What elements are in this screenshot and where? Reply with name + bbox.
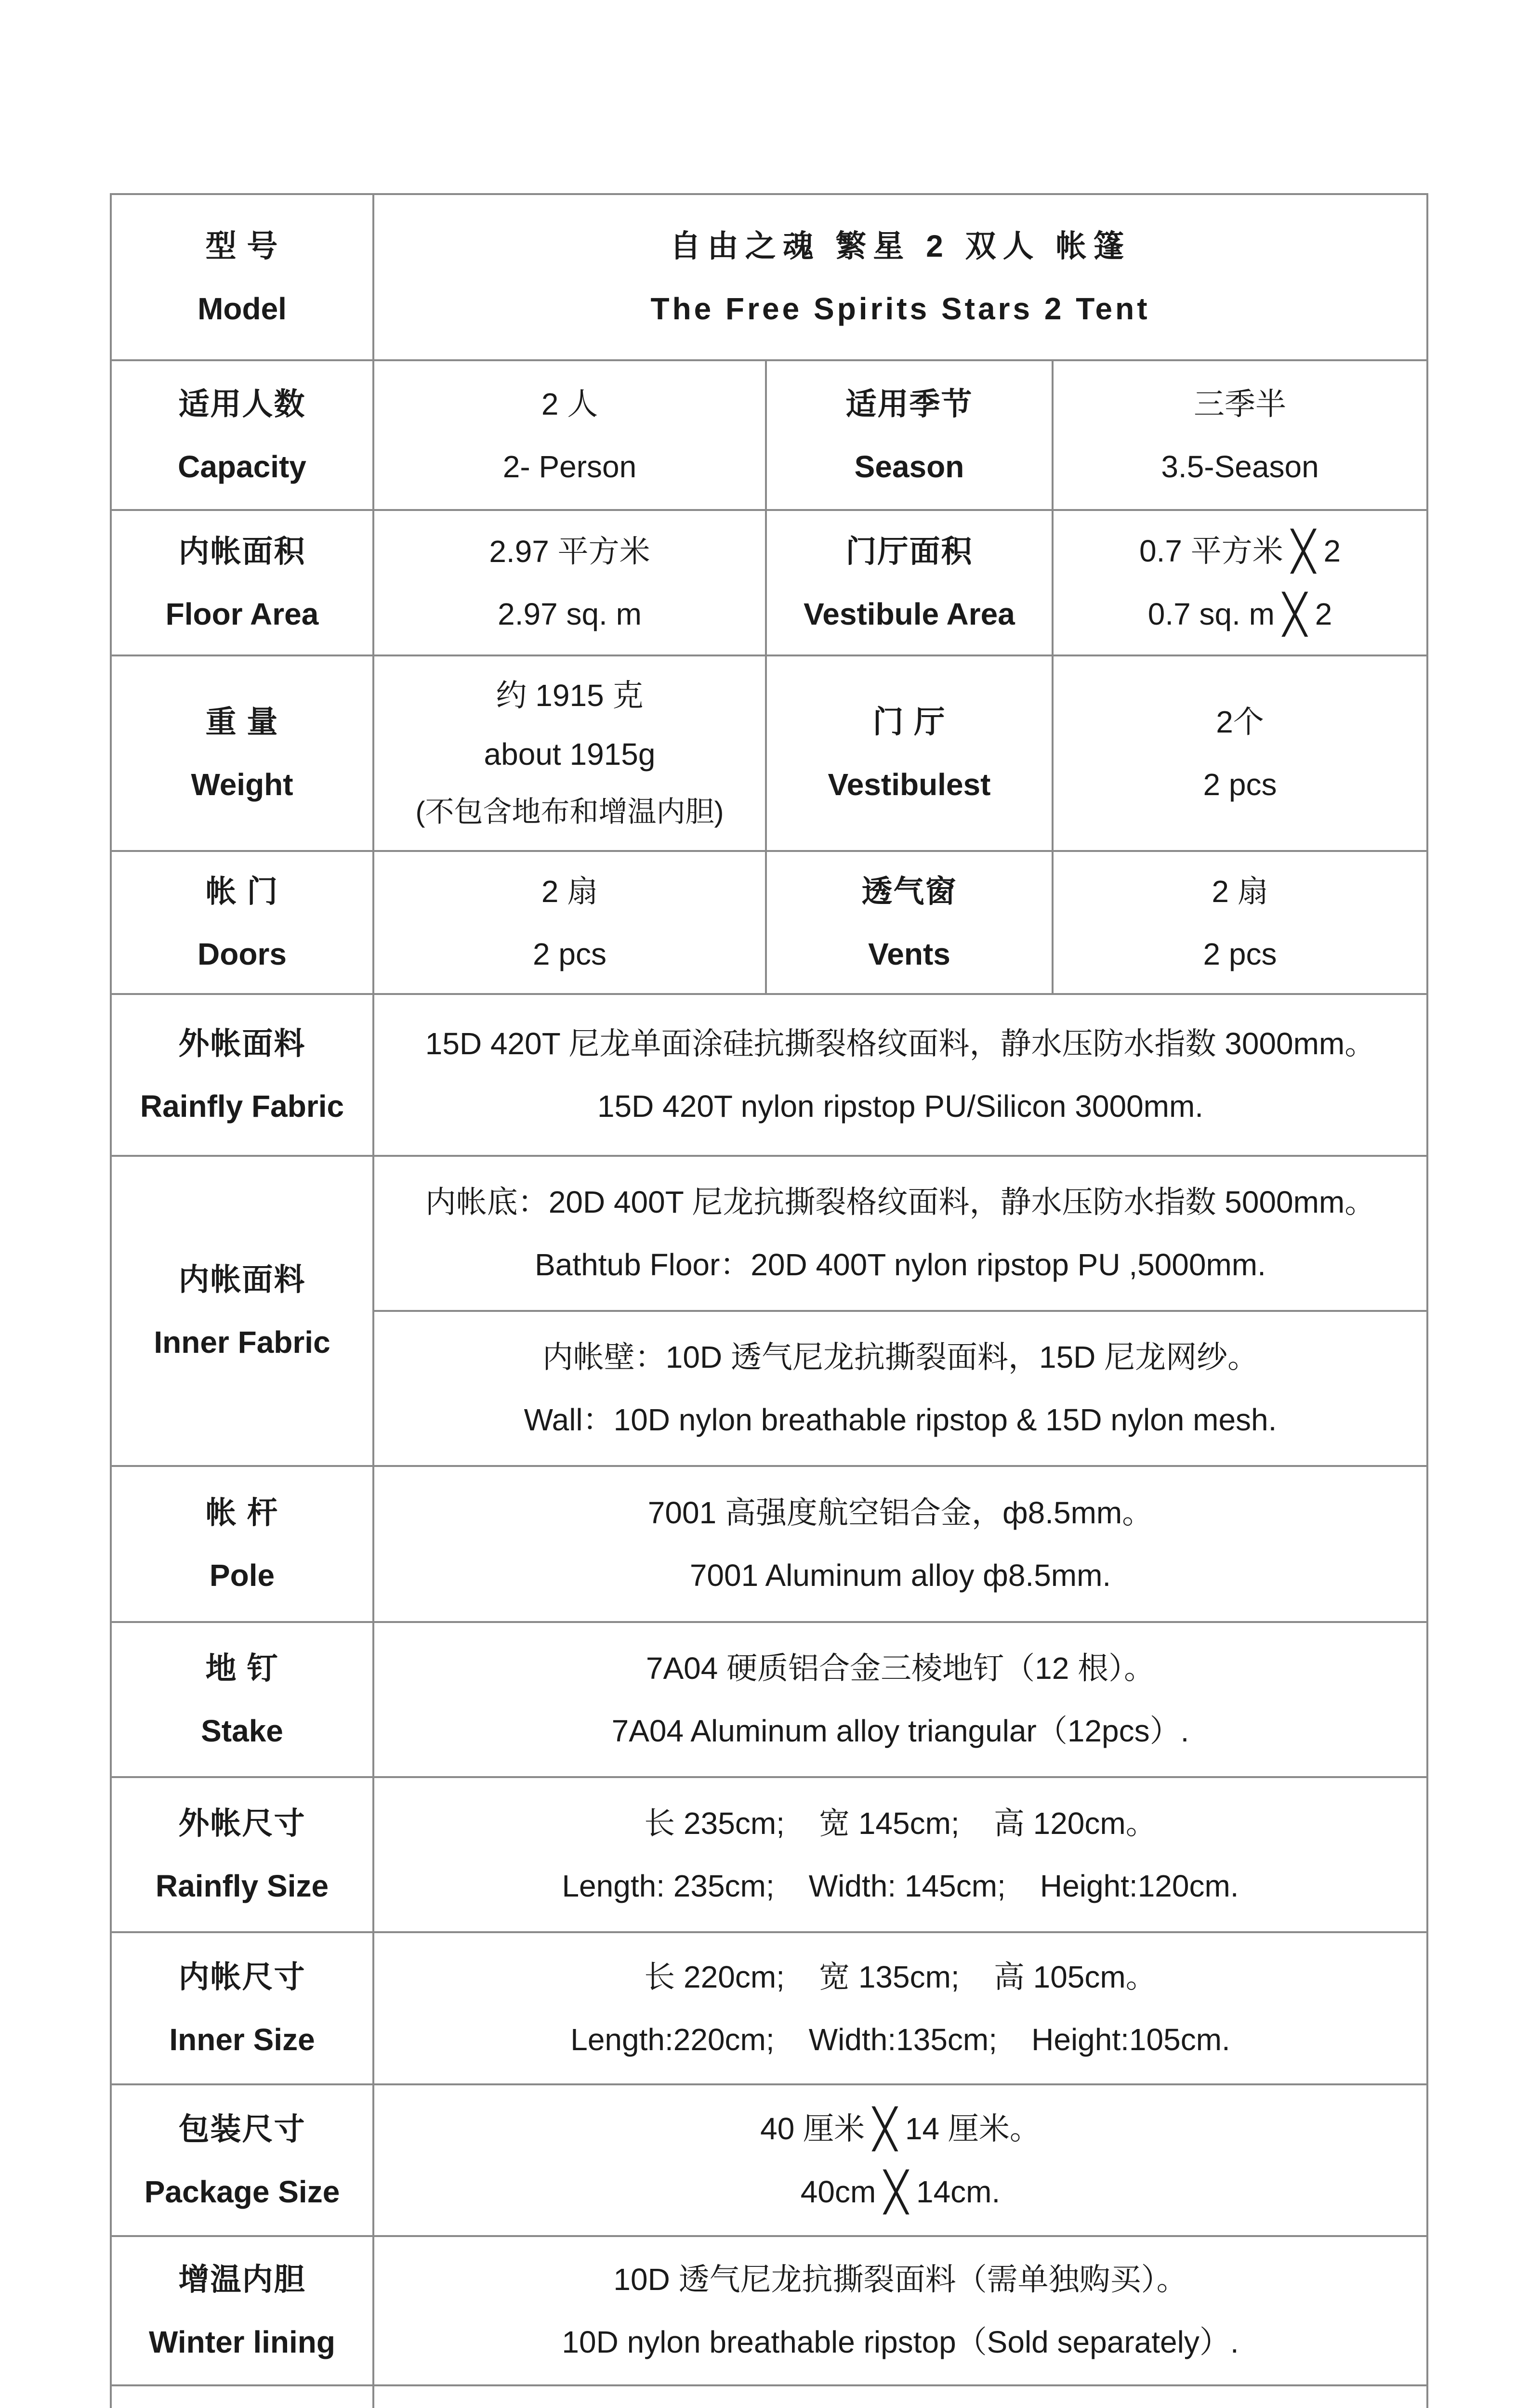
row-capacity bbox=[111, 360, 1427, 510]
package-size-diameter-cn: 14 厘米。 bbox=[905, 2111, 1041, 2146]
vestibules-value-cn: 2个 bbox=[1216, 705, 1264, 739]
model-value-en: The Free Spirits Stars 2 Tent bbox=[650, 291, 1150, 326]
vestibules-label bbox=[766, 655, 1053, 851]
row-inner-fabric-floor bbox=[111, 1156, 1427, 1311]
doors-value bbox=[373, 851, 766, 994]
rainfly-size-value bbox=[373, 1777, 1427, 1932]
pole-value bbox=[373, 1466, 1427, 1622]
weight-label bbox=[111, 655, 373, 851]
inner-fabric-floor-en: Bathtub Floor：20D 400T nylon ripstop PU ,5000mm. bbox=[535, 1247, 1266, 1282]
season-label-en: Season bbox=[854, 449, 964, 484]
rainfly-size-label-en: Rainfly Size bbox=[155, 1869, 329, 1903]
stake-value bbox=[373, 1622, 1427, 1777]
vestibule-area-label-en: Vestibule Area bbox=[804, 597, 1015, 631]
row-winter-lining bbox=[111, 2236, 1427, 2385]
inner-size-label-en: Inner Size bbox=[169, 2022, 315, 2057]
doors-value-en: 2 pcs bbox=[533, 936, 606, 971]
pole-label-cn: 帐 杆 bbox=[205, 1495, 279, 1530]
footprint-value bbox=[373, 2385, 1427, 2408]
vestibules-value-en: 2 pcs bbox=[1203, 767, 1277, 802]
inner-fabric-wall-value bbox=[373, 1311, 1427, 1466]
vestibule-area-value-cn-line bbox=[1054, 530, 1426, 573]
package-size-value-en-line bbox=[374, 2170, 1426, 2213]
capacity-label-en: Capacity bbox=[178, 449, 306, 484]
row-doors bbox=[111, 851, 1427, 994]
pole-label bbox=[111, 1466, 373, 1622]
vestibule-area-count-cn: 2 bbox=[1323, 534, 1341, 568]
season-value bbox=[1053, 360, 1427, 510]
rainfly-fabric-value-cn: 15D 420T 尼龙单面涂硅抗撕裂格纹面料，静水压防水指数 3000mm。 bbox=[425, 1026, 1376, 1061]
weight-value bbox=[373, 655, 766, 851]
weight-label-cn: 重 量 bbox=[205, 705, 279, 739]
doors-label-en: Doors bbox=[198, 936, 287, 971]
rainfly-size-value-cn: 长 235cm; 宽 145cm; 高 120cm。 bbox=[644, 1806, 1157, 1841]
model-label bbox=[111, 194, 373, 360]
vestibule-area-value-cn: 0.7 平方米 bbox=[1139, 534, 1283, 568]
capacity-value-cn: 2 人 bbox=[541, 386, 598, 421]
rainfly-fabric-label-cn: 外帐面料 bbox=[178, 1026, 306, 1061]
winter-lining-label bbox=[111, 2236, 373, 2385]
row-rainfly-fabric bbox=[111, 994, 1427, 1156]
season-value-en: 3.5-Season bbox=[1161, 449, 1319, 484]
winter-lining-label-en: Winter lining bbox=[149, 2325, 335, 2359]
inner-fabric-label-cn: 内帐面料 bbox=[178, 1262, 306, 1297]
inner-fabric-floor-cn: 内帐底：20D 400T 尼龙抗撕裂格纹面料，静水压防水指数 5000mm。 bbox=[425, 1185, 1376, 1219]
vents-value-cn: 2 扇 bbox=[1212, 874, 1268, 909]
row-stake bbox=[111, 1622, 1427, 1777]
floor-area-value-cn: 2.97 平方米 bbox=[489, 534, 650, 569]
rainfly-size-value-en: Length: 235cm; Width: 145cm; Height:120cm. bbox=[562, 1869, 1239, 1903]
capacity-label bbox=[111, 360, 373, 510]
footprint-label bbox=[111, 2385, 373, 2408]
weight-value-en: about 1915g bbox=[484, 737, 656, 772]
vestibules-label-en: Vestibulest bbox=[828, 767, 991, 802]
vents-label bbox=[766, 851, 1053, 994]
season-label bbox=[766, 360, 1053, 510]
inner-size-label bbox=[111, 1932, 373, 2084]
winter-lining-value bbox=[373, 2236, 1427, 2385]
stake-label-cn: 地 钉 bbox=[205, 1651, 279, 1686]
inner-fabric-label-en: Inner Fabric bbox=[154, 1325, 330, 1360]
inner-size-label-cn: 内帐尺寸 bbox=[178, 1960, 306, 1994]
inner-fabric-label bbox=[111, 1156, 373, 1466]
vestibules-value bbox=[1053, 655, 1427, 851]
weight-note: (不包含地布和增温内胆) bbox=[415, 796, 724, 828]
row-model bbox=[111, 194, 1427, 360]
multiply-icon: ╳ bbox=[873, 2107, 897, 2150]
floor-area-label bbox=[111, 510, 373, 655]
rainfly-size-label-cn: 外帐尺寸 bbox=[178, 1806, 306, 1841]
package-size-value-cn-line bbox=[374, 2107, 1426, 2150]
stake-value-cn: 7A04 硬质铝合金三棱地钉（12 根）。 bbox=[646, 1651, 1155, 1686]
package-size-diameter-en: 14cm. bbox=[916, 2174, 1001, 2209]
winter-lining-value-cn: 10D 透气尼龙抗撕裂面料（需单独购买）。 bbox=[613, 2262, 1187, 2297]
pole-value-en: 7001 Aluminum alloy ф8.5mm. bbox=[689, 1558, 1111, 1593]
inner-fabric-wall-en: Wall：10D nylon breathable ripstop & 15D nylon mesh. bbox=[524, 1402, 1277, 1437]
vestibule-area-value bbox=[1053, 510, 1427, 655]
vestibule-area-count-en: 2 bbox=[1315, 597, 1332, 631]
winter-lining-value-en: 10D nylon breathable ripstop（Sold separately）. bbox=[562, 2325, 1239, 2359]
vestibule-area-label-cn: 门厅面积 bbox=[845, 534, 973, 569]
model-label-en: Model bbox=[198, 291, 287, 326]
floor-area-label-cn: 内帐面积 bbox=[178, 534, 306, 569]
multiply-icon: ╳ bbox=[1292, 530, 1315, 573]
doors-value-cn: 2 扇 bbox=[541, 874, 598, 909]
inner-size-value-cn: 长 220cm; 宽 135cm; 高 105cm。 bbox=[644, 1960, 1157, 1994]
capacity-label-cn: 适用人数 bbox=[178, 386, 306, 421]
row-inner-size bbox=[111, 1932, 1427, 2084]
vestibule-area-value-en-line bbox=[1054, 593, 1426, 636]
package-size-value bbox=[373, 2084, 1427, 2236]
inner-fabric-wall-cn: 内帐壁：10D 透气尼龙抗撕裂面料，15D 尼龙网纱。 bbox=[542, 1340, 1259, 1374]
stake-value-en: 7A04 Aluminum alloy triangular（12pcs）. bbox=[611, 1714, 1189, 1748]
row-weight bbox=[111, 655, 1427, 851]
floor-area-value-en: 2.97 sq. m bbox=[498, 597, 642, 631]
model-value bbox=[373, 194, 1427, 360]
doors-label-cn: 帐 门 bbox=[205, 874, 279, 909]
model-value-cn: 自由之魂 繁星 2 双人 帐篷 bbox=[670, 228, 1131, 263]
package-size-length-cn: 40 厘米 bbox=[760, 2111, 865, 2146]
vents-value bbox=[1053, 851, 1427, 994]
row-package-size bbox=[111, 2084, 1427, 2236]
season-value-cn: 三季半 bbox=[1194, 386, 1286, 421]
package-size-label-en: Package Size bbox=[144, 2174, 340, 2209]
rainfly-fabric-value-en: 15D 420T nylon ripstop PU/Silicon 3000mm. bbox=[597, 1089, 1204, 1124]
pole-label-en: Pole bbox=[209, 1558, 275, 1593]
row-footprint bbox=[111, 2385, 1427, 2408]
vents-label-en: Vents bbox=[868, 936, 950, 971]
row-area bbox=[111, 510, 1427, 655]
inner-size-value-en: Length:220cm; Width:135cm; Height:105cm. bbox=[570, 2022, 1230, 2057]
multiply-icon: ╳ bbox=[1283, 593, 1306, 636]
capacity-value-en: 2- Person bbox=[502, 449, 637, 484]
model-label-cn: 型 号 bbox=[205, 228, 279, 263]
weight-label-en: Weight bbox=[191, 767, 293, 802]
rainfly-fabric-value bbox=[373, 994, 1427, 1156]
rainfly-fabric-label bbox=[111, 994, 373, 1156]
vestibules-label-cn: 门 厅 bbox=[872, 705, 946, 739]
vestibule-area-label bbox=[766, 510, 1053, 655]
weight-value-cn: 约 1915 克 bbox=[496, 678, 644, 713]
row-pole bbox=[111, 1466, 1427, 1622]
vestibule-area-value-en: 0.7 sq. m bbox=[1147, 597, 1275, 631]
rainfly-size-label bbox=[111, 1777, 373, 1932]
capacity-value bbox=[373, 360, 766, 510]
vents-label-cn: 透气窗 bbox=[861, 874, 957, 909]
stake-label bbox=[111, 1622, 373, 1777]
package-size-label-cn: 包装尺寸 bbox=[178, 2111, 306, 2146]
stake-label-en: Stake bbox=[201, 1714, 283, 1748]
winter-lining-label-cn: 增温内胆 bbox=[178, 2262, 306, 2297]
season-label-cn: 适用季节 bbox=[845, 386, 973, 421]
multiply-icon: ╳ bbox=[884, 2170, 908, 2213]
floor-area-value bbox=[373, 510, 766, 655]
vents-value-en: 2 pcs bbox=[1203, 936, 1277, 971]
floor-area-label-en: Floor Area bbox=[165, 597, 319, 631]
inner-fabric-floor-value bbox=[373, 1156, 1427, 1311]
spec-table bbox=[110, 193, 1428, 2408]
row-rainfly-size bbox=[111, 1777, 1427, 1932]
pole-value-cn: 7001 高强度航空铝合金，ф8.5mm。 bbox=[647, 1495, 1153, 1530]
rainfly-fabric-label-en: Rainfly Fabric bbox=[140, 1089, 344, 1124]
package-size-label bbox=[111, 2084, 373, 2236]
doors-label bbox=[111, 851, 373, 994]
inner-size-value bbox=[373, 1932, 1427, 2084]
package-size-length-en: 40cm bbox=[800, 2174, 876, 2209]
